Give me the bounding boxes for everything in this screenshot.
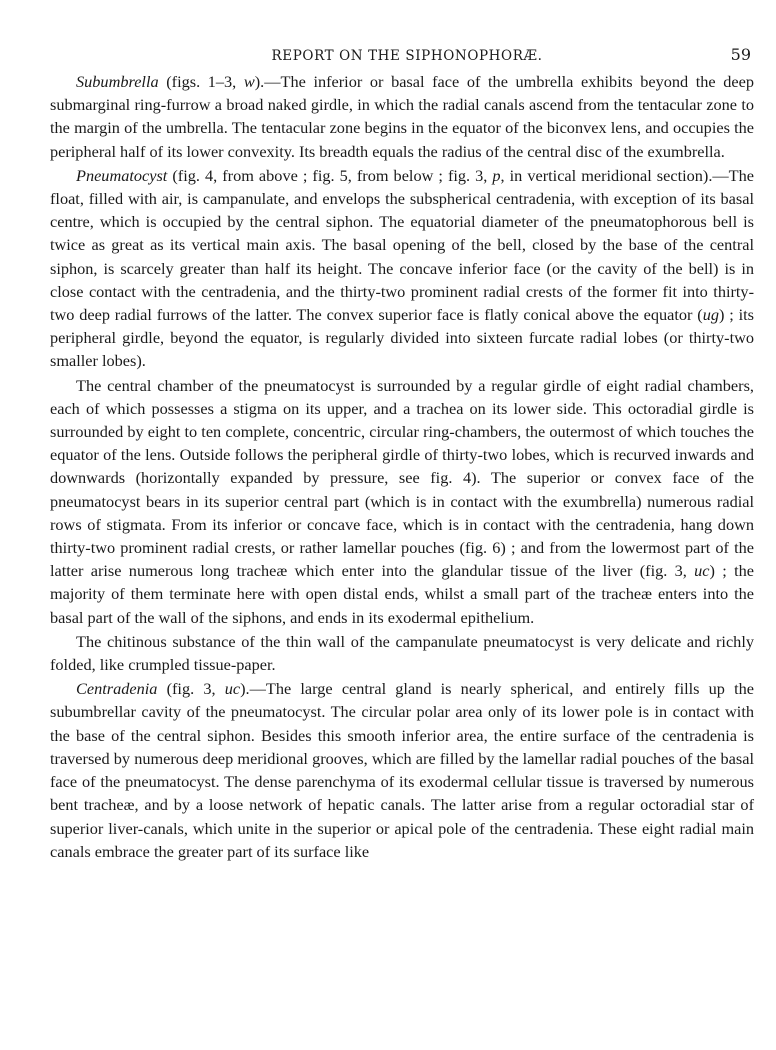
paragraph-text: , in vertical meridional section).—The float, filled with air, is campanulate, and envelops the subspherical centradenia, with exception of its basal centre, which is occupied by the central siphon. The equatorial diameter of the pneumatophorous bell is twice as great as its vertical main axis. The basal opening of the bell, closed by the base of the central siphon, is scarcely greater than half its height. The concave inferior face (or the cavity of the bell) is in close contact with the centradenia, and the thirty-two prominent radial crests of the former fit into thirty-two deep radial furrows of the latter. The convex superior face is flatly conical above the equator ( — [50, 165, 754, 325]
page-number: 59 — [730, 45, 751, 64]
running-head-title: REPORT ON THE SIPHONOPHORÆ. — [271, 48, 543, 64]
paragraph-heading: Centradenia — [76, 679, 158, 699]
paragraph-subumbrella — [50, 70, 754, 163]
paragraph-text: ) ; its peripheral girdle, beyond the equator, is regularly divided into sixteen furcate radial lobes (or thirty-two smaller lobes). — [50, 305, 754, 371]
paragraph-centradenia — [50, 677, 754, 863]
running-head — [50, 40, 754, 70]
paragraph-heading: Pneumatocyst — [76, 165, 168, 185]
paragraph-heading: Subumbrella — [76, 72, 159, 91]
paragraph-text: ).—The large central gland is nearly spherical, and entirely fills up the subumbrellar cavity of the pneumatocyst. The circular polar area only of its lower pole is in contact with the base of the central siphon. Besides this smooth inferior area, the entire surface of the centradenia is traversed by numerous deep meridional grooves, which are filled by the lamellar radial pouches of the basal face of the pneumatocyst. The dense parenchyma of its exodermal cellular tissue is traversed by numerous bent tracheæ, and by a loose network of hepatic canals. The latter arise from a regular octoradial star of superior liver-canals, which unite in the superior or apical pole of the centradenia. These eight radial main canals embrace the greater part of its surface like — [50, 679, 755, 861]
figure-label: w — [243, 72, 255, 91]
paragraph-central-chamber — [50, 374, 754, 629]
figure-reference: (fig. 3, — [157, 679, 225, 699]
paragraph-text: ) ; the majority of them terminate here with open distal ends, whilst a small part of the tracheæ enters into the basal part of the wall of the siphons, and ends in its exodermal epithelium. — [50, 561, 754, 627]
figure-reference: (figs. 1–3, — [158, 72, 244, 91]
paragraph-pneumatocyst — [50, 164, 754, 373]
paragraph-text: ).—The inferior or basal face of the umbrella exhibits beyond the deep submarginal ring-furrow a broad naked girdle, in which the radial canals ascend from the tentacular zone to the margin of the umbrella. The tentacular zone begins in the equator of the biconvex lens, and occupies the peripheral half of its lower convexity. Its breadth equals the radius of the central disc of the exumbrella. — [50, 72, 754, 161]
figure-label: p — [492, 165, 501, 185]
body-text — [50, 70, 754, 863]
paragraph-text: The central chamber of the pneumatocyst is surrounded by a regular girdle of eight radial chambers, each of which possesses a stigma on its upper, and a trachea on its lower side. This octoradial girdle is surrounded by eight to ten complete, concentric, circular ring-chambers, the outermost of which touches the equator of the lens. Outside follows the peripheral girdle of thirty-two lobes, which is recurved inwards and downwards (horizontally expanded by pressure, see fig. 4). The superior or convex face of the pneumatocyst bears in its superior central part (which is in contact with the exumbrella) numerous radial rows of stigmata. From its inferior or concave face, which is in contact with the centradenia, hang down thirty-two prominent radial crests, or rather lamellar pouches (fig. 6) ; and from the lowermost part of the latter arise numerous long tracheæ which enter into the glandular tissue of the liver (fig. 3, — [50, 375, 754, 581]
figure-label: uc — [224, 679, 241, 699]
paragraph-text: The chitinous substance of the thin wall of the campanulate pneumatocyst is very delicate and richly folded, like crumpled tissue-paper. — [50, 631, 754, 675]
paragraph-chitinous-substance — [50, 630, 754, 676]
figure-reference: (fig. 4, from above ; fig. 5, from below ; fig. 3, — [167, 165, 493, 185]
figure-label: ug — [702, 305, 719, 325]
figure-label: uc — [694, 561, 710, 581]
